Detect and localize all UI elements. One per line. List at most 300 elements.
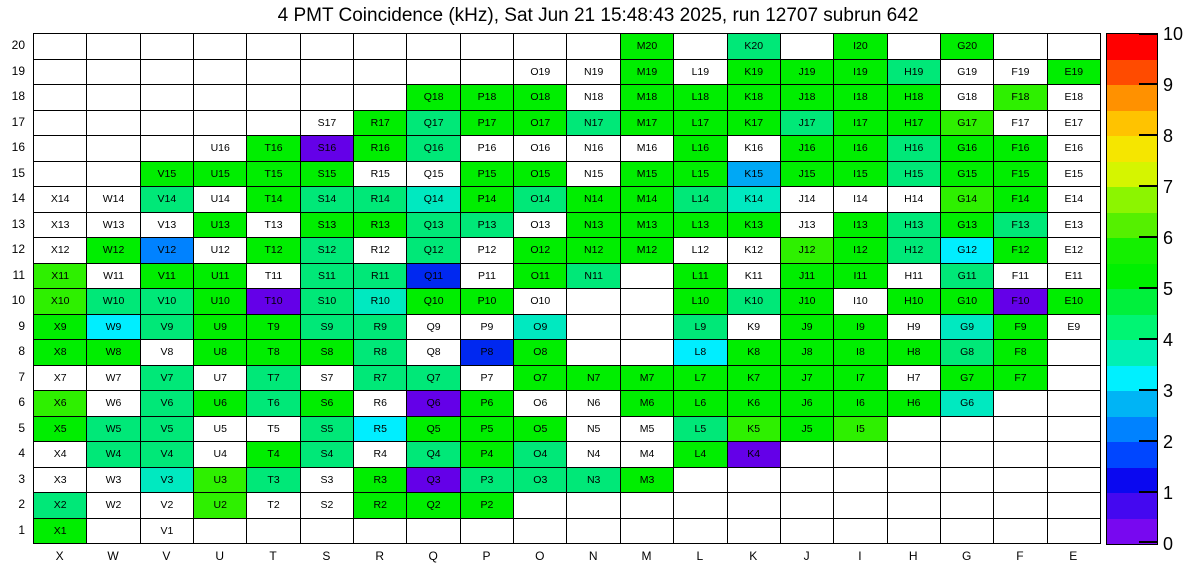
heatmap-cell-S7: S7 <box>301 366 354 392</box>
heatmap-cell-M3: M3 <box>621 468 674 494</box>
colorbar-band <box>1107 34 1157 60</box>
heatmap-cell-P12: P12 <box>461 238 514 264</box>
heatmap-cell-G11: G11 <box>941 264 994 290</box>
colorbar-band <box>1107 315 1157 341</box>
heatmap-cell-L10: L10 <box>674 289 727 315</box>
heatmap-cell-empty <box>141 85 194 111</box>
heatmap-cell-I20: I20 <box>834 34 887 60</box>
heatmap-cell-P15: P15 <box>461 162 514 188</box>
heatmap-cell-P11: P11 <box>461 264 514 290</box>
heatmap-cell-O10: O10 <box>514 289 567 315</box>
heatmap-cell-empty <box>1048 468 1101 494</box>
heatmap-cell-J6: J6 <box>781 391 834 417</box>
heatmap-cell-V8: V8 <box>141 340 194 366</box>
heatmap-cell-V6: V6 <box>141 391 194 417</box>
heatmap-cell-empty <box>834 519 887 545</box>
heatmap-cell-T13: T13 <box>247 213 300 239</box>
colorbar-band <box>1107 111 1157 137</box>
heatmap-cell-Q3: Q3 <box>407 468 460 494</box>
heatmap-cell-W9: W9 <box>87 315 140 341</box>
heatmap-cell-O6: O6 <box>514 391 567 417</box>
heatmap-cell-U10: U10 <box>194 289 247 315</box>
colorbar-band <box>1107 60 1157 86</box>
heatmap-cell-U11: U11 <box>194 264 247 290</box>
heatmap-cell-T11: T11 <box>247 264 300 290</box>
heatmap-cell-empty <box>514 519 567 545</box>
col-label-P: P <box>482 549 491 563</box>
heatmap-cell-empty <box>247 519 300 545</box>
heatmap-cell-P9: P9 <box>461 315 514 341</box>
heatmap-cell-empty <box>354 519 407 545</box>
heatmap-cell-empty <box>461 519 514 545</box>
heatmap-cell-empty <box>781 519 834 545</box>
heatmap-cell-F18: F18 <box>994 85 1047 111</box>
heatmap-cell-F9: F9 <box>994 315 1047 341</box>
heatmap-cell-J15: J15 <box>781 162 834 188</box>
heatmap-cell-empty <box>888 468 941 494</box>
heatmap-cell-M7: M7 <box>621 366 674 392</box>
heatmap-cell-M20: M20 <box>621 34 674 60</box>
heatmap-cell-N5: N5 <box>567 417 620 443</box>
heatmap-cell-U15: U15 <box>194 162 247 188</box>
heatmap-cell-X3: X3 <box>34 468 87 494</box>
row-label-15: 15 <box>11 165 25 180</box>
heatmap-cell-K10: K10 <box>728 289 781 315</box>
heatmap-cell-empty <box>34 162 87 188</box>
row-label-12: 12 <box>11 242 25 256</box>
heatmap-cell-P6: P6 <box>461 391 514 417</box>
heatmap-cell-N12: N12 <box>567 238 620 264</box>
heatmap-cell-I7: I7 <box>834 366 887 392</box>
heatmap-cell-K19: K19 <box>728 60 781 86</box>
heatmap-cell-empty <box>34 34 87 60</box>
row-label-1: 1 <box>18 522 25 537</box>
heatmap-cell-empty <box>1048 340 1101 366</box>
col-label-U: U <box>215 549 225 563</box>
heatmap-cell-U16: U16 <box>194 136 247 162</box>
heatmap-cell-empty <box>888 493 941 519</box>
colorbar-tick-10 <box>1139 33 1157 35</box>
heatmap-cell-X8: X8 <box>34 340 87 366</box>
heatmap-cell-M5: M5 <box>621 417 674 443</box>
col-label-S: S <box>322 549 331 563</box>
colorbar-band <box>1107 187 1157 213</box>
colorbar-label-1: 1 <box>1163 483 1174 503</box>
colorbar-tick-5 <box>1139 287 1157 289</box>
heatmap-cell-P16: P16 <box>461 136 514 162</box>
heatmap-cell-I6: I6 <box>834 391 887 417</box>
heatmap-cell-L8: L8 <box>674 340 727 366</box>
heatmap-cell-empty <box>621 289 674 315</box>
heatmap-cell-Q17: Q17 <box>407 111 460 137</box>
heatmap-cell-K11: K11 <box>728 264 781 290</box>
heatmap-cell-empty <box>567 34 620 60</box>
heatmap-cell-I5: I5 <box>834 417 887 443</box>
heatmap-cell-Q4: Q4 <box>407 442 460 468</box>
heatmap-cell-N19: N19 <box>567 60 620 86</box>
heatmap-cell-O14: O14 <box>514 187 567 213</box>
heatmap-cell-X1: X1 <box>34 519 87 545</box>
heatmap-cell-empty <box>834 442 887 468</box>
heatmap-cell-Q13: Q13 <box>407 213 460 239</box>
heatmap-cell-N11: N11 <box>567 264 620 290</box>
heatmap-cell-H13: H13 <box>888 213 941 239</box>
heatmap-cell-empty <box>1048 442 1101 468</box>
heatmap-cell-F8: F8 <box>994 340 1047 366</box>
heatmap-cell-empty <box>674 468 727 494</box>
heatmap-cell-Q6: Q6 <box>407 391 460 417</box>
heatmap-cell-empty <box>781 34 834 60</box>
heatmap-cell-N14: N14 <box>567 187 620 213</box>
col-label-F: F <box>1016 549 1024 563</box>
heatmap-cell-empty <box>781 493 834 519</box>
heatmap-cell-Q18: Q18 <box>407 85 460 111</box>
heatmap-cell-U12: U12 <box>194 238 247 264</box>
heatmap-cell-I12: I12 <box>834 238 887 264</box>
heatmap-cell-Q12: Q12 <box>407 238 460 264</box>
colorbar-band <box>1107 417 1157 443</box>
heatmap-cell-Q10: Q10 <box>407 289 460 315</box>
heatmap-cell-P17: P17 <box>461 111 514 137</box>
heatmap-cell-I18: I18 <box>834 85 887 111</box>
heatmap-cell-empty <box>141 60 194 86</box>
colorbar-label-5: 5 <box>1163 279 1174 299</box>
heatmap-cell-X6: X6 <box>34 391 87 417</box>
colorbar-tick-6 <box>1139 236 1157 238</box>
colorbar-label-3: 3 <box>1163 381 1174 401</box>
heatmap-cell-T14: T14 <box>247 187 300 213</box>
heatmap-cell-empty <box>34 85 87 111</box>
colorbar-label-4: 4 <box>1163 330 1174 350</box>
heatmap-cell-O17: O17 <box>514 111 567 137</box>
heatmap-cell-empty <box>87 162 140 188</box>
heatmap-cell-W2: W2 <box>87 493 140 519</box>
heatmap-cell-empty <box>994 493 1047 519</box>
heatmap-cell-V2: V2 <box>141 493 194 519</box>
heatmap-cell-empty <box>728 468 781 494</box>
col-label-L: L <box>696 549 704 563</box>
heatmap-cell-empty <box>461 34 514 60</box>
row-label-19: 19 <box>11 63 25 78</box>
heatmap-cell-Q2: Q2 <box>407 493 460 519</box>
col-label-K: K <box>749 549 758 563</box>
heatmap-cell-W4: W4 <box>87 442 140 468</box>
heatmap-cell-empty <box>941 417 994 443</box>
heatmap-cell-empty <box>247 34 300 60</box>
heatmap-cell-empty <box>87 136 140 162</box>
heatmap-cell-T15: T15 <box>247 162 300 188</box>
heatmap-cell-K15: K15 <box>728 162 781 188</box>
colorbar-tick-3 <box>1139 389 1157 391</box>
heatmap-cell-empty <box>567 289 620 315</box>
heatmap-cell-R11: R11 <box>354 264 407 290</box>
heatmap-cell-F11: F11 <box>994 264 1047 290</box>
heatmap-cell-P5: P5 <box>461 417 514 443</box>
heatmap-cell-J13: J13 <box>781 213 834 239</box>
heatmap-cell-X11: X11 <box>34 264 87 290</box>
heatmap-cell-W3: W3 <box>87 468 140 494</box>
heatmap-cell-E17: E17 <box>1048 111 1101 137</box>
heatmap-cell-empty <box>87 519 140 545</box>
heatmap-cell-empty <box>674 493 727 519</box>
heatmap-cell-M16: M16 <box>621 136 674 162</box>
heatmap-cell-E12: E12 <box>1048 238 1101 264</box>
heatmap-cell-J17: J17 <box>781 111 834 137</box>
heatmap-cell-N18: N18 <box>567 85 620 111</box>
heatmap-cell-F12: F12 <box>994 238 1047 264</box>
heatmap-cell-H9: H9 <box>888 315 941 341</box>
heatmap-cell-G20: G20 <box>941 34 994 60</box>
heatmap-cell-I16: I16 <box>834 136 887 162</box>
heatmap-cell-R12: R12 <box>354 238 407 264</box>
heatmap-cell-N3: N3 <box>567 468 620 494</box>
heatmap-cell-E15: E15 <box>1048 162 1101 188</box>
heatmap-cell-L13: L13 <box>674 213 727 239</box>
heatmap-cell-L15: L15 <box>674 162 727 188</box>
row-label-5: 5 <box>18 420 25 435</box>
colorbar-tick-1 <box>1139 491 1157 493</box>
heatmap-cell-S3: S3 <box>301 468 354 494</box>
heatmap-cell-S15: S15 <box>301 162 354 188</box>
heatmap-cell-F13: F13 <box>994 213 1047 239</box>
heatmap-cell-E11: E11 <box>1048 264 1101 290</box>
heatmap-cell-P18: P18 <box>461 85 514 111</box>
heatmap-cell-W7: W7 <box>87 366 140 392</box>
heatmap-cell-Q11: Q11 <box>407 264 460 290</box>
heatmap-cell-L14: L14 <box>674 187 727 213</box>
heatmap-cell-empty <box>994 391 1047 417</box>
heatmap-cell-W6: W6 <box>87 391 140 417</box>
colorbar-label-7: 7 <box>1163 177 1174 197</box>
heatmap-cell-empty <box>621 519 674 545</box>
colorbar-band <box>1107 136 1157 162</box>
heatmap-cell-empty <box>87 111 140 137</box>
heatmap-cell-G9: G9 <box>941 315 994 341</box>
heatmap-cell-V14: V14 <box>141 187 194 213</box>
row-label-4: 4 <box>18 446 25 460</box>
heatmap-cell-L19: L19 <box>674 60 727 86</box>
heatmap-cell-O7: O7 <box>514 366 567 392</box>
heatmap-cell-F17: F17 <box>994 111 1047 137</box>
row-label-6: 6 <box>18 395 25 409</box>
heatmap-cell-O19: O19 <box>514 60 567 86</box>
heatmap-cell-K5: K5 <box>728 417 781 443</box>
heatmap-cell-empty <box>301 34 354 60</box>
heatmap-cell-H16: H16 <box>888 136 941 162</box>
heatmap-cell-G17: G17 <box>941 111 994 137</box>
row-label-20: 20 <box>11 38 25 52</box>
heatmap-cell-K6: K6 <box>728 391 781 417</box>
chart-title: 4 PMT Coincidence (kHz), Sat Jun 21 15:48:43 2025, run 12707 subrun 642 <box>277 5 919 26</box>
heatmap-cell-T4: T4 <box>247 442 300 468</box>
heatmap-cell-J19: J19 <box>781 60 834 86</box>
heatmap-cell-H15: H15 <box>888 162 941 188</box>
colorbar-label-6: 6 <box>1163 228 1174 248</box>
heatmap-cell-S9: S9 <box>301 315 354 341</box>
heatmap-cell-T6: T6 <box>247 391 300 417</box>
heatmap-cell-T2: T2 <box>247 493 300 519</box>
heatmap-cell-R14: R14 <box>354 187 407 213</box>
heatmap-cell-S8: S8 <box>301 340 354 366</box>
heatmap-cell-empty <box>941 519 994 545</box>
row-label-7: 7 <box>18 369 25 384</box>
heatmap-cell-U4: U4 <box>194 442 247 468</box>
colorbar-band <box>1107 289 1157 315</box>
colorbar-band <box>1107 85 1157 111</box>
heatmap-cell-W5: W5 <box>87 417 140 443</box>
heatmap-cell-K8: K8 <box>728 340 781 366</box>
col-label-E: E <box>1069 549 1078 563</box>
row-label-8: 8 <box>18 344 25 358</box>
heatmap-cell-M14: M14 <box>621 187 674 213</box>
row-label-18: 18 <box>11 89 25 103</box>
heatmap-cell-K20: K20 <box>728 34 781 60</box>
heatmap-cell-S12: S12 <box>301 238 354 264</box>
heatmap-cell-F14: F14 <box>994 187 1047 213</box>
heatmap-cell-R3: R3 <box>354 468 407 494</box>
heatmap-cell-V13: V13 <box>141 213 194 239</box>
heatmap-cell-K14: K14 <box>728 187 781 213</box>
col-label-R: R <box>375 549 385 563</box>
heatmap-cell-R10: R10 <box>354 289 407 315</box>
heatmap-cell-J16: J16 <box>781 136 834 162</box>
col-label-M: M <box>641 549 652 563</box>
heatmap-cell-G15: G15 <box>941 162 994 188</box>
heatmap-cell-N17: N17 <box>567 111 620 137</box>
heatmap-cell-O4: O4 <box>514 442 567 468</box>
heatmap-cell-empty <box>34 60 87 86</box>
row-label-14: 14 <box>11 191 25 205</box>
heatmap-cell-K17: K17 <box>728 111 781 137</box>
heatmap-cell-S6: S6 <box>301 391 354 417</box>
heatmap-cell-X2: X2 <box>34 493 87 519</box>
heatmap-cell-F10: F10 <box>994 289 1047 315</box>
heatmap-cell-M19: M19 <box>621 60 674 86</box>
row-label-3: 3 <box>18 471 25 486</box>
heatmap-cell-E14: E14 <box>1048 187 1101 213</box>
heatmap-cell-I19: I19 <box>834 60 887 86</box>
row-label-16: 16 <box>11 140 25 154</box>
heatmap-cell-K7: K7 <box>728 366 781 392</box>
heatmap-cell-U13: U13 <box>194 213 247 239</box>
colorbar-band <box>1107 493 1157 519</box>
heatmap-cell-empty <box>514 34 567 60</box>
col-label-N: N <box>588 549 598 563</box>
heatmap-cell-F16: F16 <box>994 136 1047 162</box>
heatmap-cell-O11: O11 <box>514 264 567 290</box>
heatmap-cell-N15: N15 <box>567 162 620 188</box>
heatmap-cell-K12: K12 <box>728 238 781 264</box>
heatmap-cell-H18: H18 <box>888 85 941 111</box>
heatmap-cell-empty <box>301 519 354 545</box>
row-label-11: 11 <box>12 267 25 282</box>
heatmap-cell-empty <box>141 34 194 60</box>
heatmap-cell-empty <box>1048 366 1101 392</box>
heatmap-cell-H12: H12 <box>888 238 941 264</box>
heatmap-cell-R17: R17 <box>354 111 407 137</box>
heatmap-cell-L4: L4 <box>674 442 727 468</box>
heatmap-cell-M6: M6 <box>621 391 674 417</box>
heatmap-cell-N16: N16 <box>567 136 620 162</box>
heatmap-cell-empty <box>354 60 407 86</box>
heatmap-cell-H19: H19 <box>888 60 941 86</box>
heatmap-cell-empty <box>621 264 674 290</box>
heatmap-cell-M18: M18 <box>621 85 674 111</box>
heatmap-cell-N4: N4 <box>567 442 620 468</box>
heatmap-cell-V11: V11 <box>141 264 194 290</box>
heatmap-cell-R16: R16 <box>354 136 407 162</box>
heatmap-cell-empty <box>1048 519 1101 545</box>
heatmap-cell-L16: L16 <box>674 136 727 162</box>
heatmap-cell-empty <box>87 60 140 86</box>
heatmap-cell-empty <box>674 519 727 545</box>
heatmap-cell-empty <box>407 60 460 86</box>
heatmap-cell-H14: H14 <box>888 187 941 213</box>
heatmap-cell-U3: U3 <box>194 468 247 494</box>
heatmap-cell-K9: K9 <box>728 315 781 341</box>
colorbar-tick-7 <box>1139 185 1157 187</box>
heatmap-cell-V5: V5 <box>141 417 194 443</box>
colorbar-label-9: 9 <box>1163 75 1174 95</box>
heatmap-cell-K18: K18 <box>728 85 781 111</box>
col-label-T: T <box>269 549 277 563</box>
heatmap-cell-empty <box>407 519 460 545</box>
heatmap-cell-T5: T5 <box>247 417 300 443</box>
heatmap-cell-empty <box>941 493 994 519</box>
heatmap-cell-S13: S13 <box>301 213 354 239</box>
heatmap-cell-J7: J7 <box>781 366 834 392</box>
heatmap-cell-F15: F15 <box>994 162 1047 188</box>
heatmap-cell-G10: G10 <box>941 289 994 315</box>
heatmap-cell-S17: S17 <box>301 111 354 137</box>
heatmap-cell-N6: N6 <box>567 391 620 417</box>
heatmap-cell-empty <box>87 34 140 60</box>
heatmap-cell-empty <box>301 85 354 111</box>
heatmap-cell-empty <box>888 34 941 60</box>
heatmap-cell-T7: T7 <box>247 366 300 392</box>
heatmap-cell-E16: E16 <box>1048 136 1101 162</box>
heatmap-cell-U5: U5 <box>194 417 247 443</box>
colorbar-tick-8 <box>1139 134 1157 136</box>
colorbar-label-8: 8 <box>1163 126 1174 146</box>
heatmap-cell-T16: T16 <box>247 136 300 162</box>
heatmap-cell-Q5: Q5 <box>407 417 460 443</box>
heatmap-cell-S2: S2 <box>301 493 354 519</box>
heatmap-cell-empty <box>247 60 300 86</box>
heatmap-cell-W8: W8 <box>87 340 140 366</box>
heatmap-cell-W14: W14 <box>87 187 140 213</box>
heatmap-cell-empty <box>994 519 1047 545</box>
heatmap-cell-empty <box>728 493 781 519</box>
heatmap-cell-P3: P3 <box>461 468 514 494</box>
heatmap-cell-L6: L6 <box>674 391 727 417</box>
heatmap-cell-K13: K13 <box>728 213 781 239</box>
col-label-I: I <box>858 549 862 563</box>
heatmap-cell-V15: V15 <box>141 162 194 188</box>
heatmap-cell-empty <box>34 136 87 162</box>
heatmap-cell-empty <box>194 60 247 86</box>
heatmap-cell-P8: P8 <box>461 340 514 366</box>
heatmap-cell-W13: W13 <box>87 213 140 239</box>
heatmap-cell-W12: W12 <box>87 238 140 264</box>
heatmap-cell-K16: K16 <box>728 136 781 162</box>
colorbar-band <box>1107 366 1157 392</box>
heatmap-cell-Q8: Q8 <box>407 340 460 366</box>
heatmap-cell-empty <box>301 60 354 86</box>
heatmap-cell-L5: L5 <box>674 417 727 443</box>
heatmap-cell-empty <box>194 111 247 137</box>
heatmap-cell-I14: I14 <box>834 187 887 213</box>
